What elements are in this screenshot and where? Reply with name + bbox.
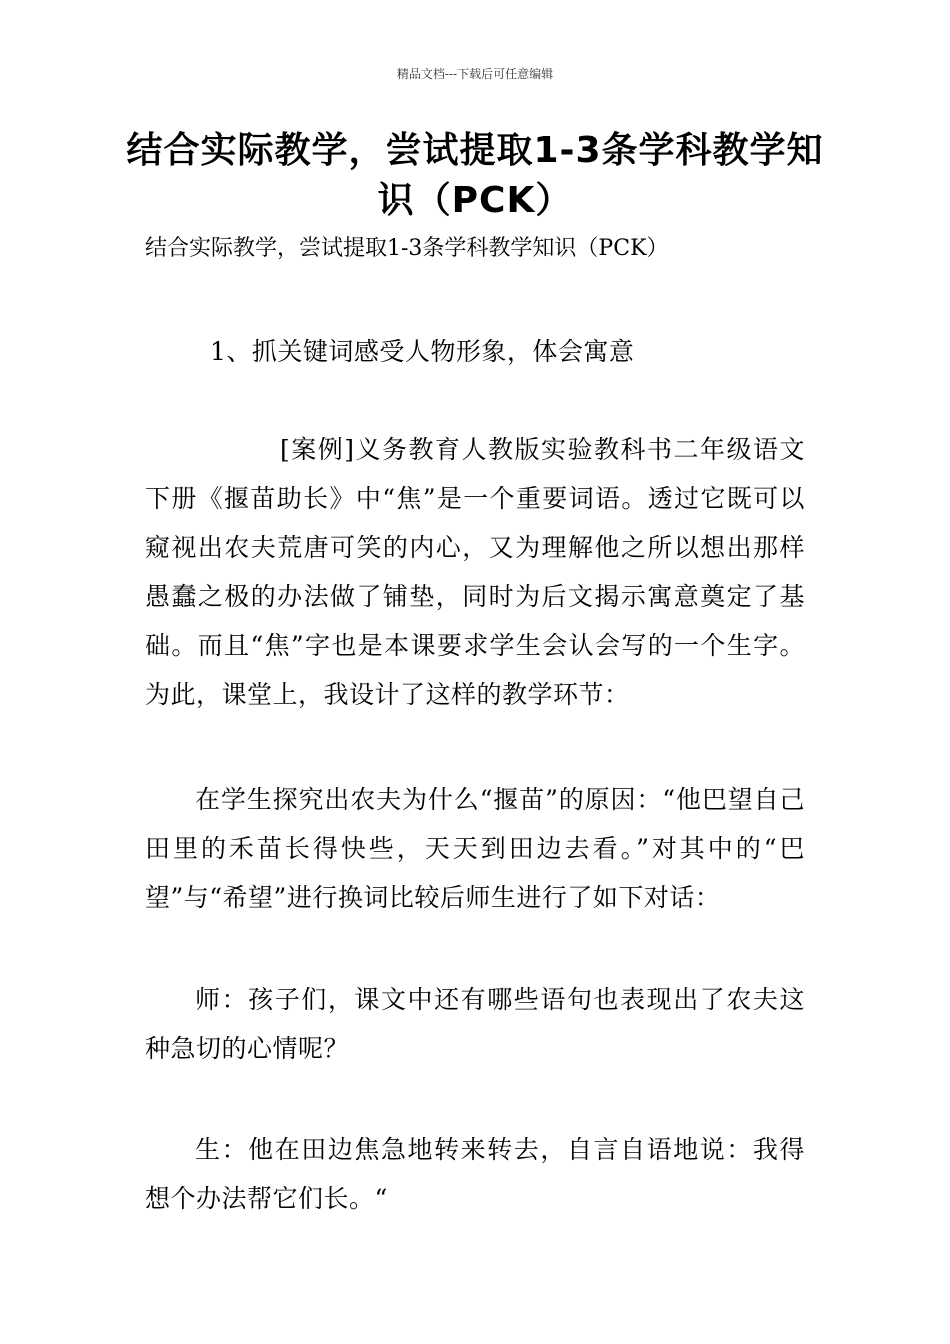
document-subtitle: 结合实际教学，尝试提取1-3条学科教学知识（PCK） xyxy=(145,236,669,261)
teacher-dialogue: 师：孩子们，课文中还有哪些语句也表现出了农夫这种急切的心情呢？ xyxy=(145,985,805,1063)
page-header: 精品文档---下载后可任意编辑 xyxy=(396,67,554,81)
section-heading: 1、抓关键词感受人物形象，体会寓意 xyxy=(210,337,635,366)
document-title: 结合实际教学，尝试提取1-3条学科教学知识（PCK） xyxy=(126,130,824,221)
case-paragraph: [案例]义务教育人教版实验教科书二年级语文下册《揠苗助长》中“焦”是一个重要词语。透过它既可以窥视出农夫荒唐可笑的内心，又为理解他之所以想出那样愚蠢之极的办法做了铺垫，同时为后文揭示寓意奠定了基础。而且“焦”字也是本课要求学生会认会写的一个生字。为此，课堂上，我设计了这样的教学环节： xyxy=(145,435,805,709)
body-paragraph: 在学生探究出农夫为什么“揠苗”的原因：“他巴望自己田里的禾苗长得快些，天天到田边去看。”对其中的“巴望”与“希望”进行换词比较后师生进行了如下对话： xyxy=(145,785,805,912)
student-dialogue: 生：他在田边焦急地转来转去，自言自语地说：我得想个办法帮它们长。“ xyxy=(145,1135,805,1213)
